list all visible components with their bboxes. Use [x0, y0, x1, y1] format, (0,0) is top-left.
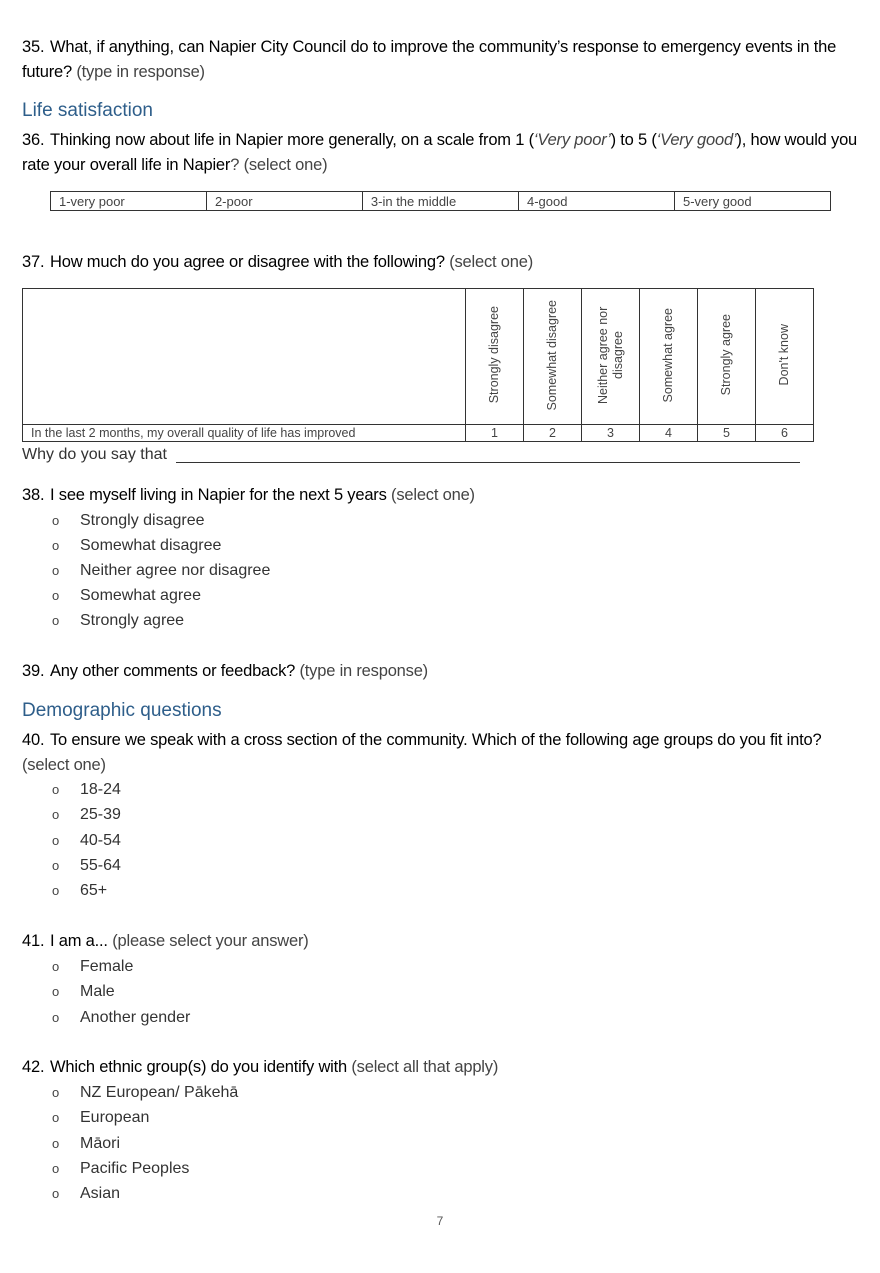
- grid-column-header: Strongly agree: [698, 289, 756, 425]
- option-item[interactable]: o Female: [52, 954, 133, 979]
- question-number: 36.: [22, 131, 45, 149]
- radio-bullet-icon: o: [52, 959, 60, 974]
- option-item[interactable]: o 55-64: [52, 853, 121, 878]
- question-hint: (type in response): [299, 662, 428, 680]
- option-item[interactable]: o Strongly agree: [52, 608, 184, 633]
- question-number: 38.: [22, 486, 45, 504]
- question-hint: (select one): [449, 253, 533, 271]
- option-item[interactable]: o 25-39: [52, 802, 121, 827]
- scale-low-label: ‘Very poor’: [533, 131, 611, 149]
- section-heading-life-satisfaction: Life satisfaction: [22, 100, 153, 121]
- radio-bullet-icon: o: [52, 563, 60, 578]
- radio-bullet-icon: o: [52, 807, 60, 822]
- question-hint: (please select your answer): [112, 932, 309, 950]
- question-number: 40.: [22, 731, 45, 749]
- grid-value-cell[interactable]: 5: [698, 425, 756, 442]
- question-hint: (select one): [22, 756, 106, 774]
- question-41: [22, 929, 309, 954]
- radio-bullet-icon: o: [52, 782, 60, 797]
- question-37: [22, 250, 533, 275]
- option-item[interactable]: o Somewhat disagree: [52, 533, 221, 558]
- question-42: [22, 1055, 498, 1080]
- grid-value-cell[interactable]: 1: [466, 425, 524, 442]
- scale-high-label: ‘Very good’: [656, 131, 737, 149]
- grid-column-header: Somewhat disagree: [524, 289, 582, 425]
- radio-bullet-icon: o: [52, 613, 60, 628]
- question-hint: (select one): [391, 486, 475, 504]
- radio-bullet-icon: o: [52, 513, 60, 528]
- option-item[interactable]: o European: [52, 1105, 149, 1130]
- radio-bullet-icon: o: [52, 883, 60, 898]
- scale-option[interactable]: 5-very good: [674, 192, 830, 211]
- question-36: [22, 128, 858, 178]
- radio-bullet-icon: o: [52, 538, 60, 553]
- option-item[interactable]: o Pacific Peoples: [52, 1156, 189, 1181]
- scale-option[interactable]: 4-good: [518, 192, 674, 211]
- grid-value-cell[interactable]: 3: [582, 425, 640, 442]
- option-item[interactable]: o Strongly disagree: [52, 508, 205, 533]
- question-text: Which ethnic group(s) do you identify with: [50, 1058, 347, 1076]
- question-number: 42.: [22, 1058, 45, 1076]
- question-number: 35.: [22, 38, 45, 56]
- grid-column-header: Don't know: [756, 289, 814, 425]
- checkbox-bullet-icon: o: [52, 1186, 60, 1201]
- grid-column-header: Strongly disagree: [466, 289, 524, 425]
- question-hint: (type in response): [76, 63, 205, 81]
- question-38: [22, 483, 475, 508]
- why-label: Why do you say that: [22, 446, 167, 463]
- checkbox-bullet-icon: o: [52, 1110, 60, 1125]
- grid-value-cell[interactable]: 4: [640, 425, 698, 442]
- question-hint: (select all that apply): [351, 1058, 499, 1076]
- question-35: [22, 35, 852, 85]
- grid-corner-cell: [23, 289, 466, 425]
- option-item[interactable]: o 18-24: [52, 777, 121, 802]
- option-item[interactable]: o Neither agree nor disagree: [52, 558, 270, 583]
- question-text: What, if anything, can Napier City Council do to improve the community’s response to emergency events in the future?: [22, 38, 837, 81]
- question-text: I am a...: [50, 932, 108, 950]
- page-number: 7: [436, 1214, 444, 1228]
- question-text: I see myself living in Napier for the next 5 years: [50, 486, 387, 504]
- grid-value-cell[interactable]: 6: [756, 425, 814, 442]
- option-item[interactable]: o Male: [52, 979, 115, 1004]
- grid-value-cell[interactable]: 2: [524, 425, 582, 442]
- grid-column-header: Neither agree nor disagree: [582, 289, 640, 425]
- question-text-part: Thinking now about life in Napier more generally, on a scale from 1 (: [50, 131, 534, 149]
- agreement-grid: [22, 288, 814, 442]
- question-40: [22, 728, 862, 778]
- grid-row-label: In the last 2 months, my overall quality of life has improved: [23, 425, 466, 442]
- option-item[interactable]: o 40-54: [52, 828, 121, 853]
- checkbox-bullet-icon: o: [52, 1161, 60, 1176]
- option-item[interactable]: o Another gender: [52, 1005, 190, 1030]
- option-item[interactable]: o Māori: [52, 1131, 120, 1156]
- radio-bullet-icon: o: [52, 858, 60, 873]
- grid-column-header: Somewhat agree: [640, 289, 698, 425]
- option-item[interactable]: o 65+: [52, 878, 107, 903]
- why-response-line[interactable]: [176, 462, 800, 463]
- question-number: 39.: [22, 662, 45, 680]
- question-text-part: ) to 5 (: [610, 131, 657, 149]
- question-text: Any other comments or feedback?: [50, 662, 296, 680]
- radio-bullet-icon: o: [52, 1010, 60, 1025]
- option-item[interactable]: o Asian: [52, 1181, 120, 1206]
- radio-bullet-icon: o: [52, 588, 60, 603]
- question-number: 37.: [22, 253, 45, 271]
- scale-option[interactable]: 1-very poor: [51, 192, 207, 211]
- question-hint: ? (select one): [230, 156, 328, 174]
- question-number: 41.: [22, 932, 45, 950]
- radio-bullet-icon: o: [52, 984, 60, 999]
- checkbox-bullet-icon: o: [52, 1136, 60, 1151]
- checkbox-bullet-icon: o: [52, 1085, 60, 1100]
- question-text: To ensure we speak with a cross section of the community. Which of the following age groups do you fit into?: [50, 731, 822, 749]
- option-item[interactable]: o NZ European/ Pākehā: [52, 1080, 238, 1105]
- scale-option[interactable]: 3-in the middle: [362, 192, 518, 211]
- question-39: [22, 659, 428, 684]
- radio-bullet-icon: o: [52, 833, 60, 848]
- rating-scale-table: [50, 191, 831, 211]
- section-heading-demographic: Demographic questions: [22, 700, 222, 721]
- question-text-part: ), how would you rate your overall life in Napier: [22, 131, 858, 174]
- option-item[interactable]: o Somewhat agree: [52, 583, 201, 608]
- scale-option[interactable]: 2-poor: [206, 192, 362, 211]
- question-text: How much do you agree or disagree with the following?: [50, 253, 445, 271]
